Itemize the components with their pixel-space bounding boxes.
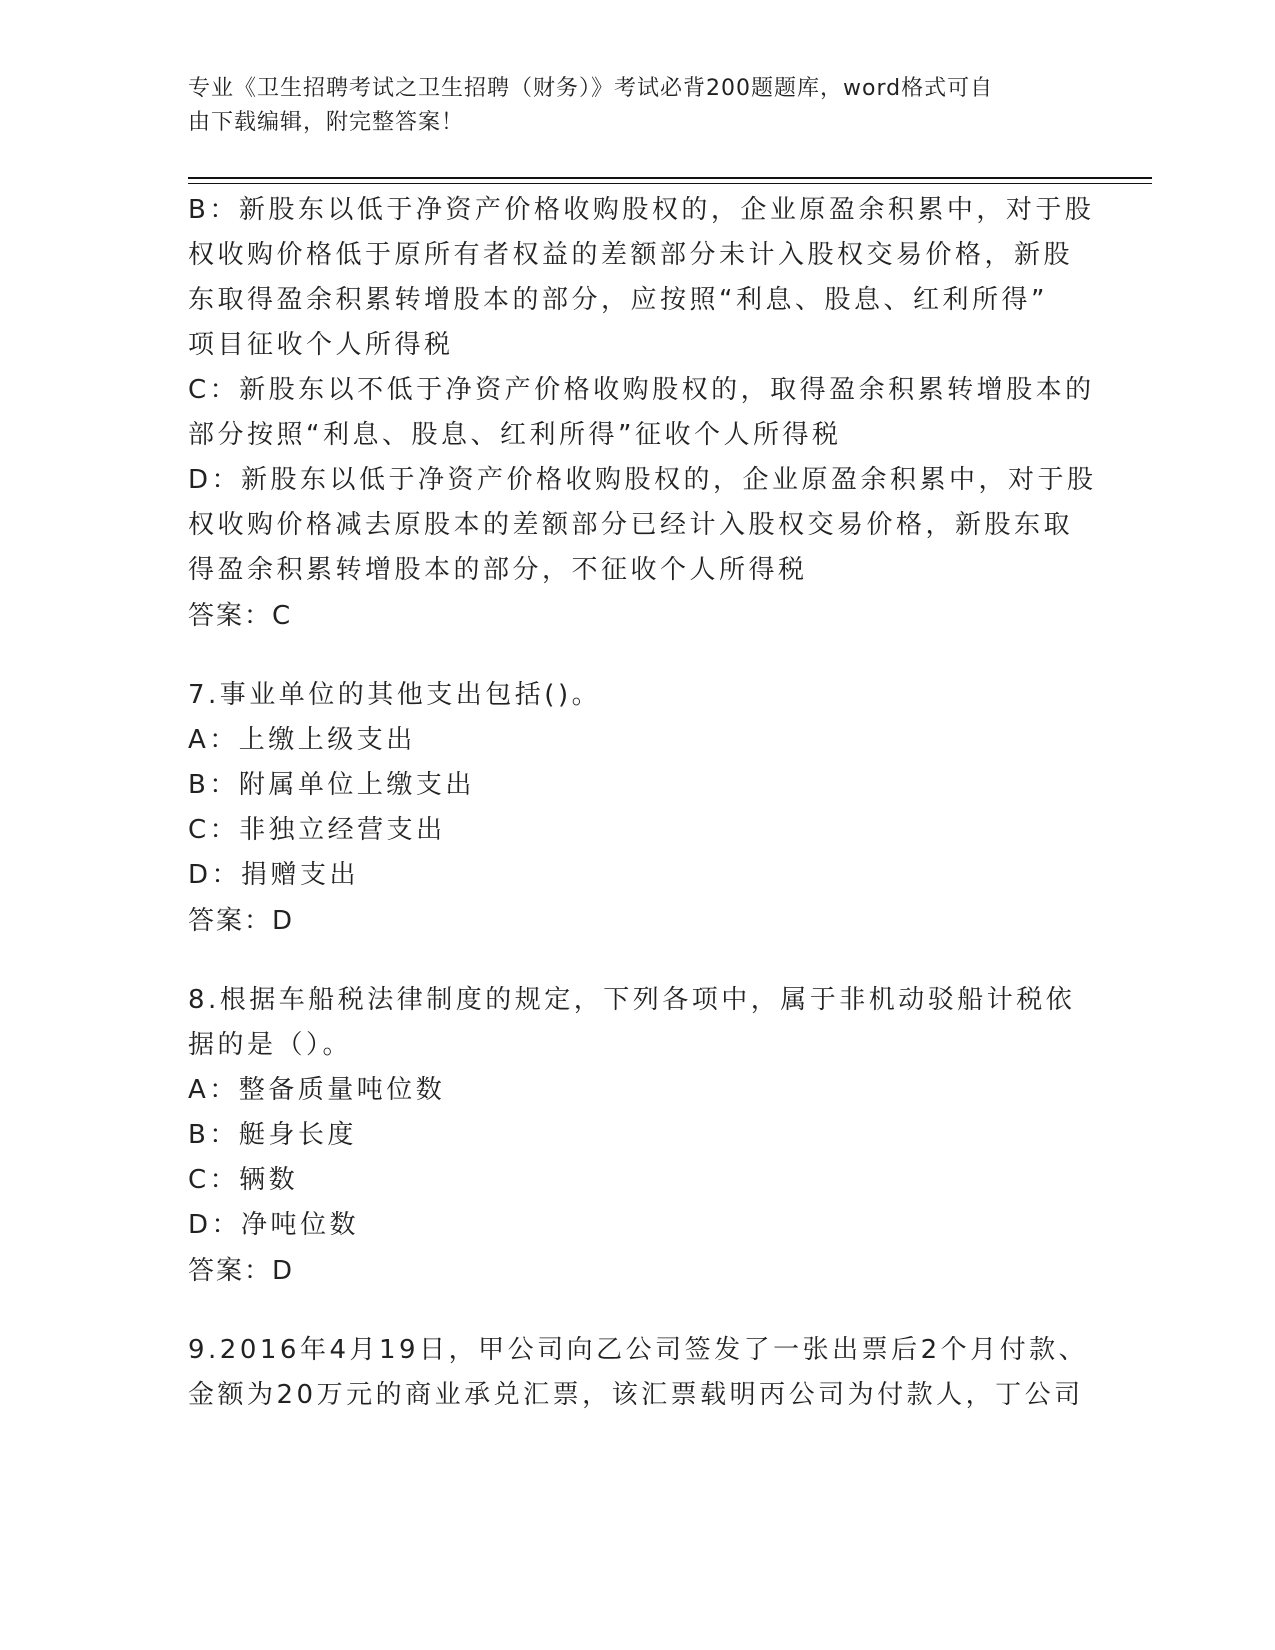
- question-stem: 7.事业单位的其他支出包括()。: [188, 680, 602, 710]
- spacer: [188, 945, 1088, 978]
- option-text-line: C：新股东以不低于净资产价格收购股权的，取得盈余积累转增股本的: [188, 375, 1095, 405]
- option-c: [188, 368, 1095, 458]
- answer-line: 答案：D: [188, 1256, 295, 1286]
- question-stem: 据的是（）。: [188, 1030, 353, 1060]
- spacer: [188, 640, 1088, 673]
- option-text-line: 部分按照“利息、股息、红利所得”征收个人所得税: [188, 420, 842, 450]
- spacer: [188, 1295, 1088, 1328]
- header-line: 由下载编辑，附完整答案！: [188, 110, 465, 135]
- option-d: [188, 458, 1097, 593]
- question-stem: 金额为20万元的商业承兑汇票，该汇票载明丙公司为付款人，丁公司: [188, 1380, 1084, 1410]
- question-stem: 9.2016年4月19日，甲公司向乙公司签发了一张出票后2个月付款、: [188, 1335, 1089, 1365]
- option-b: [188, 188, 1095, 368]
- question-content: [188, 188, 1097, 1418]
- option-text-line: 得盈余积累转增股本的部分，不征收个人所得税: [188, 555, 808, 585]
- option-text-line: 权收购价格减去原股本的差额部分已经计入股权交易价格，新股东取: [188, 510, 1074, 540]
- option-b: B：艇身长度: [188, 1120, 357, 1150]
- option-text-line: 项目征收个人所得税: [188, 330, 454, 360]
- option-b: B：附属单位上缴支出: [188, 770, 475, 800]
- page-header: [188, 72, 1068, 140]
- answer-line: 答案：D: [188, 906, 295, 936]
- option-text-line: D：新股东以低于净资产价格收购股权的，企业原盈余积累中，对于股: [188, 465, 1097, 495]
- option-c: C：辆数: [188, 1165, 299, 1195]
- option-a: A：整备质量吨位数: [188, 1075, 446, 1105]
- question-stem: 8.根据车船税法律制度的规定，下列各项中，属于非机动驳船计税依: [188, 985, 1076, 1015]
- question-9: [188, 1328, 1088, 1418]
- header-divider-thin: [188, 183, 1152, 184]
- option-text-line: 权收购价格低于原所有者权益的差额部分未计入股权交易价格，新股: [188, 240, 1074, 270]
- header-line: 专业《卫生招聘考试之卫生招聘（财务）》考试必背200题题库，word格式可自: [188, 76, 994, 101]
- option-text-line: B：新股东以低于净资产价格收购股权的，企业原盈余积累中，对于股: [188, 195, 1095, 225]
- option-text-line: 东取得盈余积累转增股本的部分，应按照“利息、股息、红利所得”: [188, 285, 1048, 315]
- option-d: D：净吨位数: [188, 1210, 360, 1240]
- option-d: D：捐赠支出: [188, 860, 360, 890]
- previous-question: [188, 188, 1097, 640]
- option-c: C：非独立经营支出: [188, 815, 446, 845]
- answer-line: 答案：C: [188, 601, 293, 631]
- question-7: [188, 673, 1088, 945]
- option-a: A：上缴上级支出: [188, 725, 416, 755]
- question-8: [188, 978, 1088, 1295]
- header-divider-thick: [188, 177, 1152, 179]
